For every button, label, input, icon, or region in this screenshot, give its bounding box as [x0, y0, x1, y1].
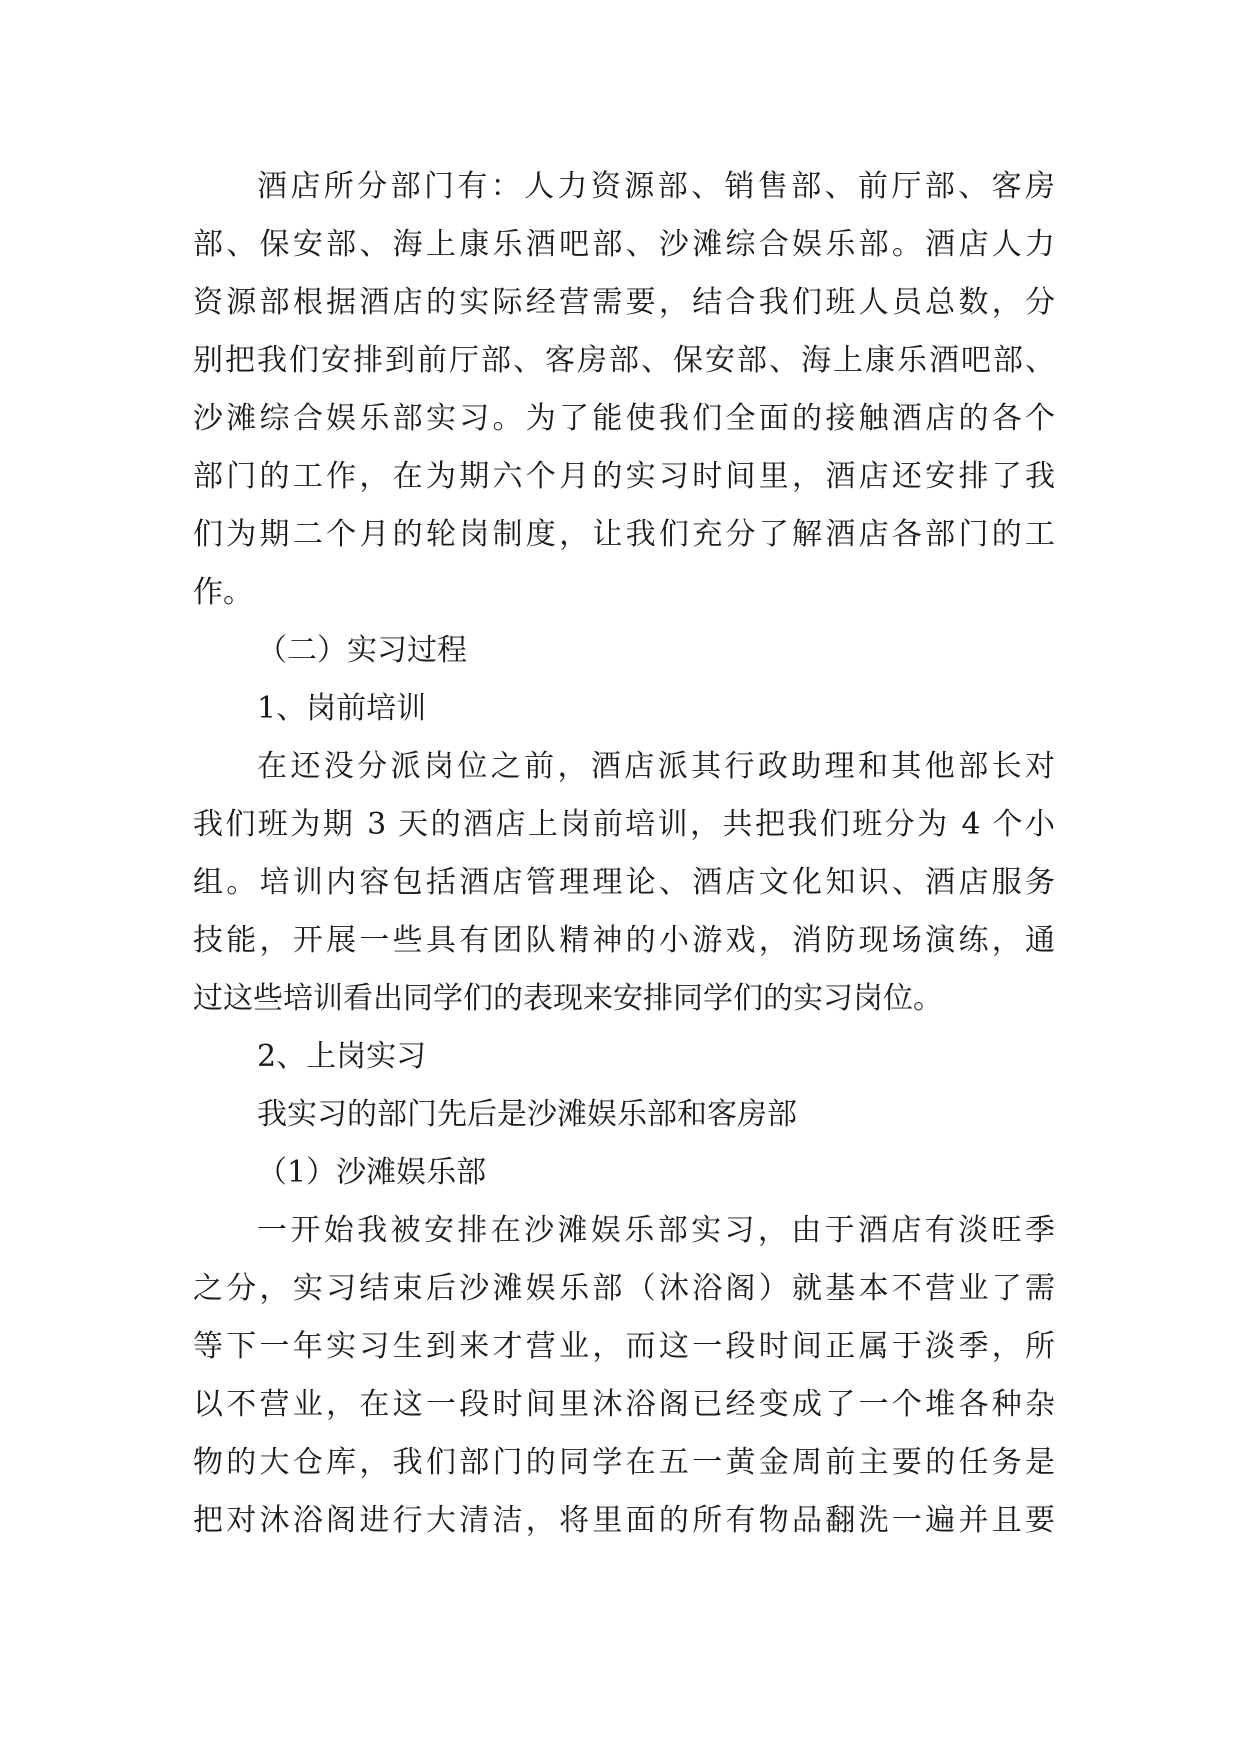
text-line: 在还没分派岗位之前，酒店派其行政助理和其他部长对 — [257, 749, 1055, 784]
text-line: 1、岗前培训 — [257, 691, 427, 726]
text-line: 我们班为期 3 天的酒店上岗前培训，共把我们班分为 4 个小 — [193, 807, 1055, 842]
text-line: 以不营业，在这一段时间里沐浴阁已经变成了一个堆各种杂 — [193, 1387, 1055, 1422]
text-line: 等下一年实习生到来才营业，而这一段时间正属于淡季，所 — [193, 1329, 1055, 1364]
text-line: 过这些培训看出同学们的表现来安排同学们的实习岗位。 — [193, 981, 943, 1016]
text-line: 部、保安部、海上康乐酒吧部、沙滩综合娱乐部。酒店人力 — [193, 227, 1055, 262]
text-line: 2、上岗实习 — [257, 1039, 427, 1074]
document-body — [193, 158, 1055, 1550]
text-line: 物的大仓库，我们部门的同学在五一黄金周前主要的任务是 — [193, 1445, 1055, 1480]
text-line: 资源部根据酒店的实际经营需要，结合我们班人员总数，分 — [193, 285, 1055, 320]
text-line: （1）沙滩娱乐部 — [257, 1155, 487, 1190]
text-line: 之分，实习结束后沙滩娱乐部（沐浴阁）就基本不营业了需 — [193, 1271, 1055, 1306]
text-line: 技能，开展一些具有团队精神的小游戏，消防现场演练，通 — [193, 923, 1055, 958]
text-line: 组。培训内容包括酒店管理理论、酒店文化知识、酒店服务 — [193, 865, 1055, 900]
text-line: 们为期二个月的轮岗制度，让我们充分了解酒店各部门的工 — [193, 517, 1055, 552]
text-line: 酒店所分部门有：人力资源部、销售部、前厅部、客房 — [257, 169, 1055, 204]
text-line: 别把我们安排到前厅部、客房部、保安部、海上康乐酒吧部、 — [193, 343, 1055, 378]
text-line: 作。 — [193, 575, 253, 610]
text-line: 沙滩综合娱乐部实习。为了能使我们全面的接触酒店的各个 — [193, 401, 1055, 436]
text-line: （二）实习过程 — [257, 633, 467, 668]
text-line: 把对沐浴阁进行大清洁，将里面的所有物品翻洗一遍并且要 — [193, 1503, 1055, 1538]
text-line: 部门的工作，在为期六个月的实习时间里，酒店还安排了我 — [193, 459, 1055, 494]
text-line: 一开始我被安排在沙滩娱乐部实习，由于酒店有淡旺季 — [257, 1213, 1055, 1248]
text-line: 我实习的部门先后是沙滩娱乐部和客房部 — [257, 1097, 797, 1132]
